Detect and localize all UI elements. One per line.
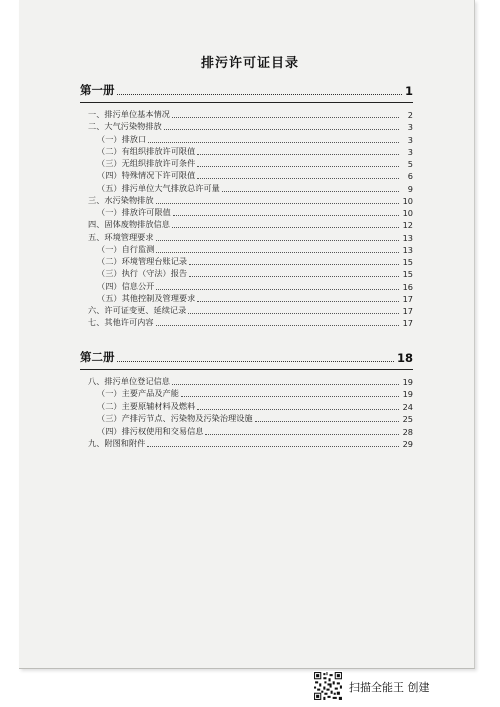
leader-dots (197, 409, 399, 410)
toc-entry (88, 376, 413, 387)
toc-entry-label: 一、排污单位基本情况 (88, 109, 170, 119)
toc-entry-page: 12 (402, 220, 413, 231)
leader-dots (205, 434, 399, 435)
toc-entry-label: 四、固体废物排放信息 (88, 219, 170, 230)
toc-entry-page: 25 (402, 414, 413, 425)
toc-entry (88, 232, 413, 243)
leader-dots (156, 289, 399, 290)
toc-entry (97, 388, 413, 399)
leader-dots (222, 191, 399, 192)
toc-entry-label: （一）排放许可限值 (97, 207, 171, 217)
toc-entry (97, 244, 413, 255)
toc-entry-label: （二）有组织排放许可限值 (97, 145, 196, 156)
volume-2-label: 第二册 (80, 350, 115, 364)
leader-dots (188, 313, 399, 314)
toc-entry-label: （一）排放口 (97, 133, 147, 144)
volume-2-page: 18 (396, 351, 413, 365)
toc-entry-label: （四）信息公开 (97, 280, 155, 291)
toc-entry-label: （二）环境管理台账记录 (97, 256, 188, 266)
leader-dots (255, 421, 399, 422)
toc-entry-page: 2 (407, 110, 413, 120)
volume-1-page: 1 (404, 84, 413, 98)
toc-entry (97, 170, 413, 181)
toc-entry-label: （一）自行监测 (97, 243, 155, 254)
toc-entry (88, 219, 413, 230)
leader-dots (147, 446, 399, 447)
toc-entry-page: 16 (402, 281, 413, 292)
toc-entry (88, 438, 413, 449)
leader-dots (197, 166, 399, 167)
toc-entry-label: （一）主要产品及产能 (97, 388, 179, 399)
volume-1-label: 第一册 (80, 83, 115, 97)
toc-entry-page: 17 (402, 293, 413, 304)
leader-dots (156, 203, 399, 204)
leader-dots (117, 94, 402, 95)
toc-entry-page: 17 (402, 306, 413, 316)
toc-entry (97, 146, 413, 157)
volume-1-divider (80, 102, 413, 103)
toc-entry (97, 413, 413, 424)
toc-entry (88, 121, 413, 132)
leader-dots (156, 252, 399, 253)
toc-entry-page: 28 (402, 426, 413, 437)
leader-dots (148, 142, 399, 143)
toc-entry (97, 293, 413, 304)
toc-entry (88, 195, 413, 206)
leader-dots (117, 361, 394, 362)
leader-dots (156, 240, 399, 241)
leader-dots (197, 154, 399, 155)
leader-dots (197, 301, 399, 302)
leader-dots (197, 178, 399, 179)
toc-entry (97, 183, 413, 194)
toc-entry-label: （三）执行（守法）报告 (97, 268, 188, 279)
volume-1-heading (80, 83, 413, 98)
leader-dots (173, 215, 399, 216)
toc-entry-page: 5 (407, 159, 413, 169)
volume-2-heading (80, 350, 413, 365)
toc-entry-page: 3 (407, 146, 413, 157)
toc-entry-label: （二）主要原辅材料及燃料 (97, 400, 196, 411)
toc-entry (97, 401, 413, 412)
toc-entry (97, 207, 413, 218)
leader-dots (172, 384, 399, 385)
toc-entry-label: 九、附图和附件 (88, 438, 146, 448)
toc-entry-page: 9 (407, 183, 413, 194)
toc-entry-label: 六、许可证变更、延续记录 (88, 305, 187, 315)
toc-entry-page: 6 (407, 171, 413, 182)
leader-dots (189, 264, 399, 265)
toc-entry (88, 305, 413, 316)
leader-dots (156, 325, 399, 326)
toc-entry (97, 281, 413, 292)
toc-entry-page: 10 (402, 195, 413, 206)
toc-entry-label: （五）排污单位大气排放总许可量 (97, 182, 220, 193)
toc-entry-page: 15 (402, 269, 413, 280)
leader-dots (172, 117, 399, 118)
leader-dots (189, 276, 399, 277)
leader-dots (172, 227, 399, 228)
toc-entry (88, 317, 413, 328)
toc-entry-label: 八、排污单位登记信息 (88, 376, 170, 386)
leader-dots (181, 396, 399, 397)
toc-entry (97, 426, 413, 437)
toc-entry-page: 13 (402, 244, 413, 255)
toc-entry-page: 3 (407, 134, 413, 145)
page-title: 排污许可证目录 (200, 56, 299, 71)
toc-entry-page: 24 (402, 401, 413, 412)
toc-entry-page: 17 (402, 318, 413, 329)
toc-entry-label: （三）无组织排放许可条件 (97, 158, 196, 168)
toc-entry (97, 268, 413, 279)
toc-entry-label: （四）排污权使用和交易信息 (97, 425, 204, 436)
toc-entry-page: 29 (402, 439, 413, 449)
toc-entry-page: 19 (402, 377, 413, 387)
toc-entry-label: （四）特殊情况下许可限值 (97, 170, 196, 181)
toc-entry-label: 五、环境管理要求 (88, 231, 154, 242)
volume-2-divider (80, 369, 413, 370)
toc-entry-page: 3 (407, 122, 413, 133)
toc-entry-label: （三）产排污节点、污染物及污染治理设施 (97, 413, 253, 424)
qr-code-icon (313, 671, 343, 701)
toc-entry (88, 109, 413, 120)
toc-entry-label: 二、大气污染物排放 (88, 121, 162, 132)
toc-entry (97, 158, 413, 169)
toc-entry (97, 256, 413, 267)
toc-entry-page: 19 (402, 389, 413, 400)
toc-entry-label: （五）其他控制及管理要求 (97, 292, 196, 303)
toc-entry-label: 三、水污染物排放 (88, 194, 154, 205)
scanner-watermark-text: 扫描全能王 创建 (349, 681, 430, 694)
toc-entry (97, 134, 413, 145)
toc-entry-label: 七、其他许可内容 (88, 317, 154, 328)
paper-sheet (19, 0, 475, 669)
toc-entry-page: 13 (402, 232, 413, 243)
toc-entry-page: 15 (402, 257, 413, 267)
leader-dots (164, 129, 399, 130)
toc-entry-page: 10 (402, 208, 413, 218)
